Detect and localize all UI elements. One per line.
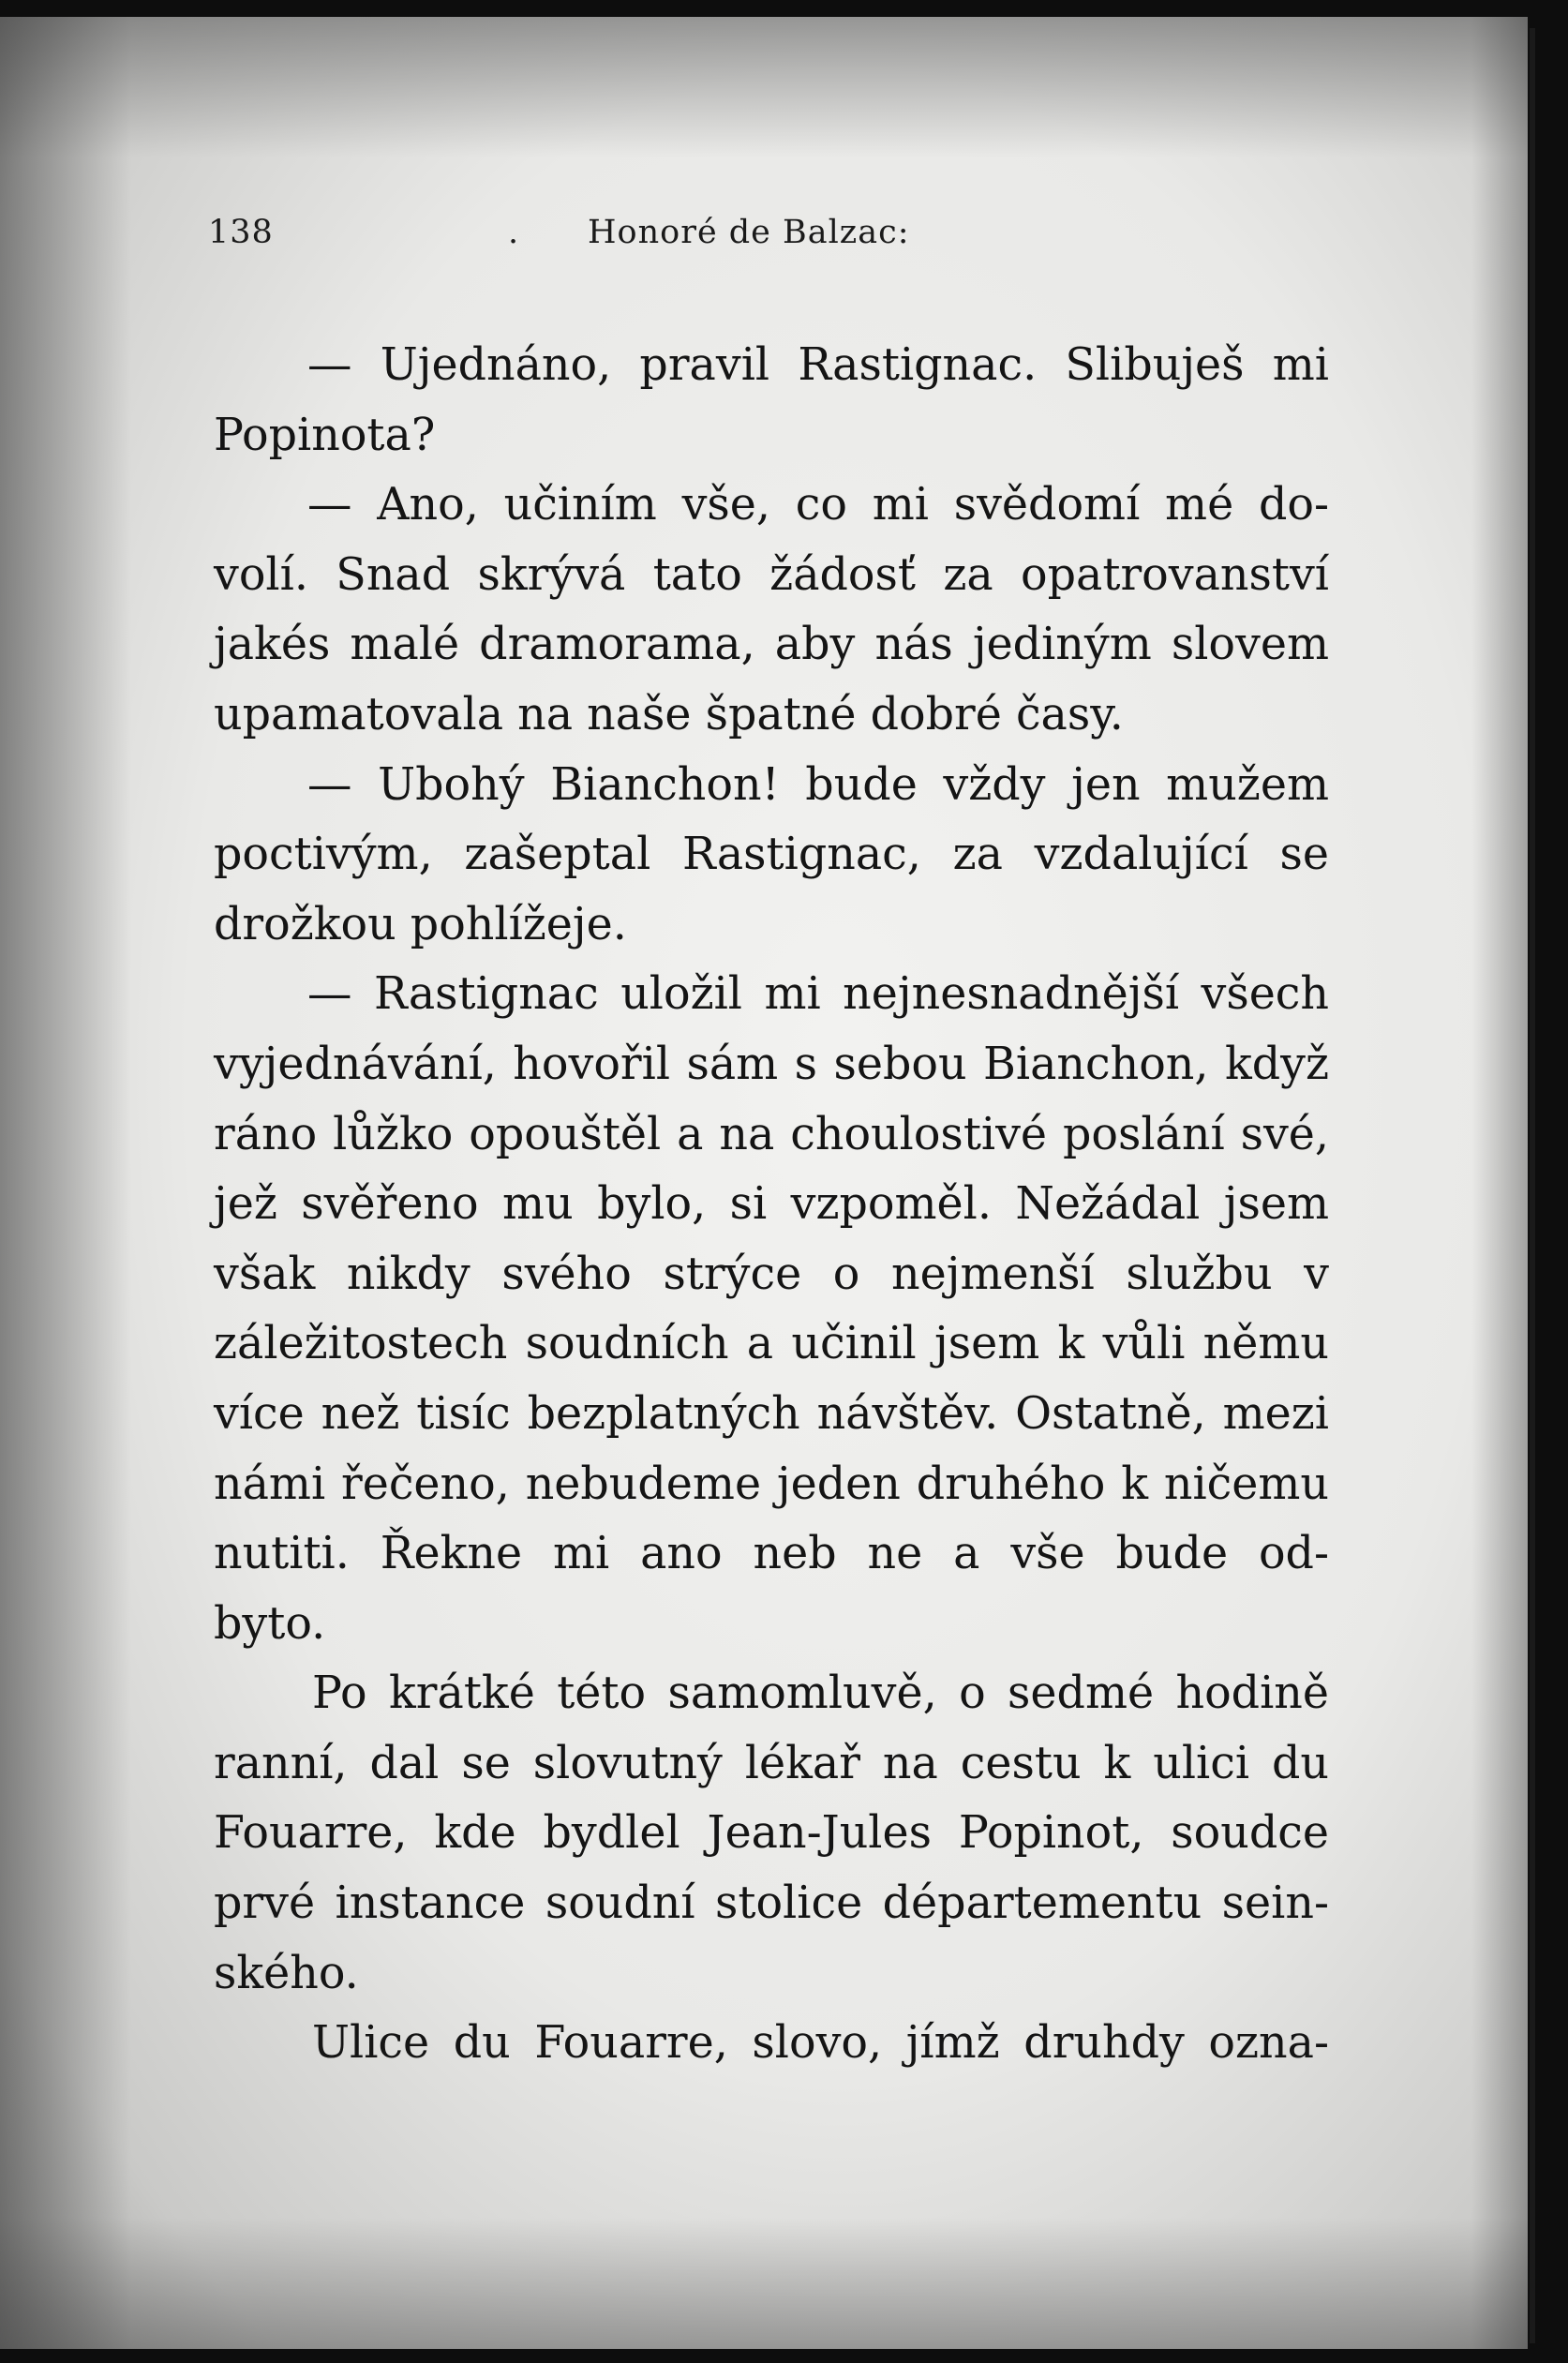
binding-edge <box>1530 28 1535 2343</box>
text-line: Fouarre, kde bydlel Jean-Jules Popinot, soudce <box>214 1807 1329 1860</box>
text-line: jež svěřeno mu bylo, si vzpoměl. Nežádal jsem <box>214 1178 1329 1231</box>
text-line: — Ujednáno, pravil Rastignac. Slibuješ mi <box>307 339 1329 391</box>
header-separator: . <box>508 214 520 251</box>
page-shadow-right <box>1471 17 1528 2349</box>
text-line: ráno lůžko opouštěl a na choulostivé poslání své, <box>214 1108 1329 1160</box>
text-line: volí. Snad skrývá tato žádosť za opatrovanství <box>214 548 1329 601</box>
text-line: prvé instance soudní stolice départementu sein- <box>214 1877 1329 1930</box>
text-line: námi řečeno, nebudeme jeden druhého k ničemu <box>214 1458 1329 1510</box>
body-text <box>214 331 1329 2079</box>
text-line: upamatovala na naše špatné dobré časy. <box>214 688 1124 740</box>
page-shadow-top <box>0 17 1528 157</box>
page-shadow-left <box>0 17 131 2349</box>
text-line: poctivým, zašeptal Rastignac, za vzdalující se <box>214 829 1329 881</box>
running-header <box>208 214 1333 261</box>
text-line: ského. <box>214 1947 359 1999</box>
text-line: Popinota? <box>214 409 436 461</box>
text-line: více než tisíc bezplatných návštěv. Ostatně, mezi <box>214 1387 1329 1440</box>
text-line: vyjednávání, hovořil sám s sebou Bianchon, když <box>214 1038 1329 1090</box>
page-shadow-bottom <box>0 2218 1528 2349</box>
book-page <box>0 17 1528 2349</box>
text-line: jakés malé dramorama, aby nás jediným slovem <box>214 619 1329 671</box>
text-line: nutiti. Řekne mi ano neb ne a vše bude od- <box>214 1528 1329 1580</box>
text-line: Ulice du Fouarre, slovo, jímž druhdy ozna- <box>312 2017 1329 2070</box>
running-title: Honoré de Balzac: <box>588 214 910 251</box>
text-line: — Ubohý Bianchon! bude vždy jen mužem <box>307 758 1329 811</box>
page-number: 138 <box>208 214 274 251</box>
text-line: ranní, dal se slovutný lékař na cestu k ulici du <box>214 1737 1329 1789</box>
text-line: — Ano, učiním vše, co mi svědomí mé do- <box>307 479 1329 531</box>
text-line: — Rastignac uložil mi nejnesnadnější všech <box>307 968 1329 1021</box>
text-line: drožkou pohlížeje. <box>214 898 627 950</box>
text-line: však nikdy svého strýce o nejmenší službu v <box>214 1248 1329 1300</box>
text-line: byto. <box>214 1597 326 1650</box>
text-line: záležitostech soudních a učinil jsem k vůli němu <box>214 1318 1329 1370</box>
text-line: Po krátké této samomluvě, o sedmé hodině <box>312 1668 1329 1720</box>
